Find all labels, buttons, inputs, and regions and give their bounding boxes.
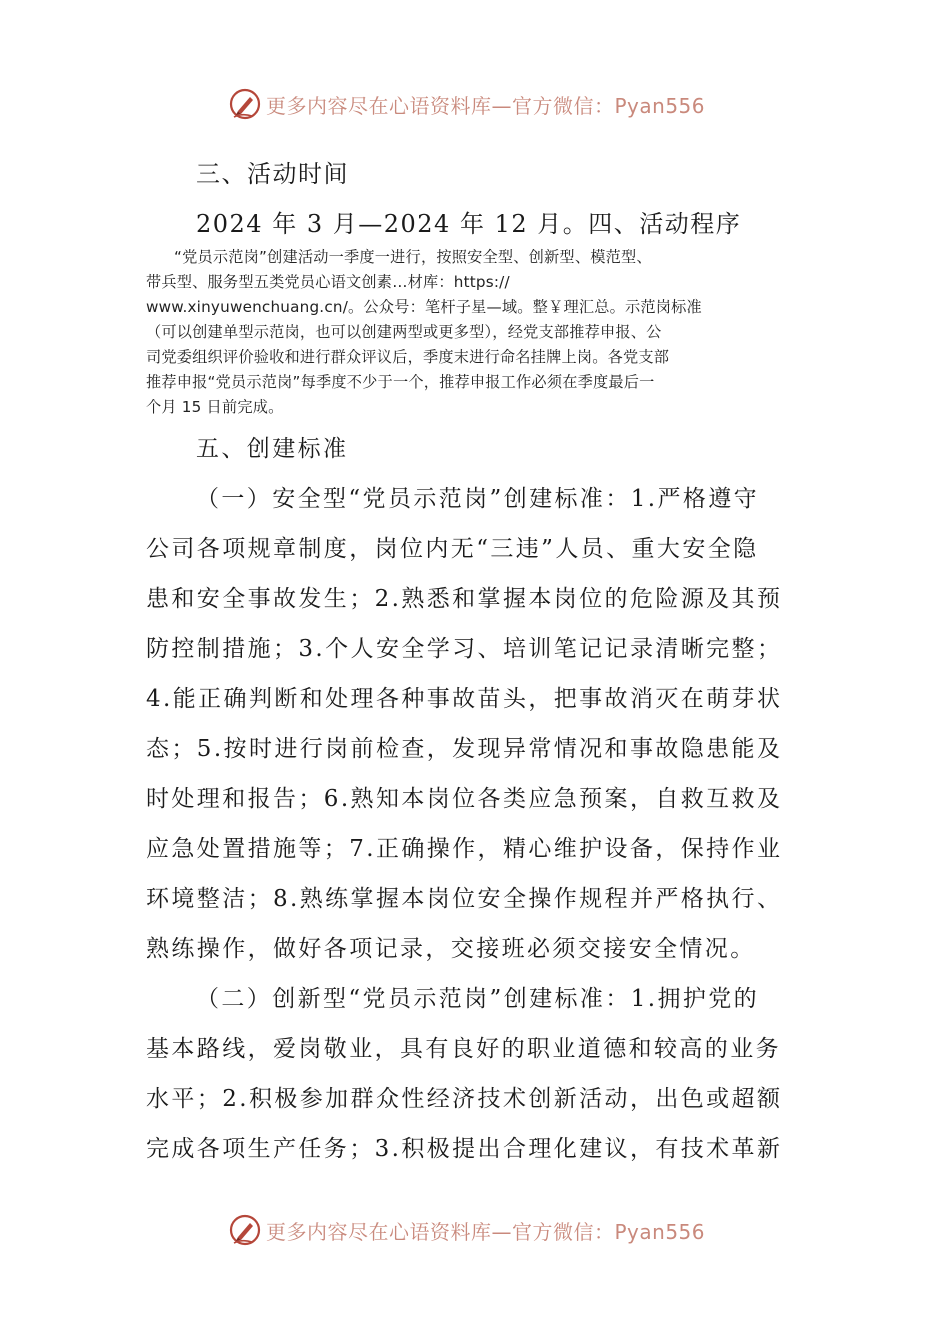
section-heading-standards: 五、创建标准 (196, 436, 349, 462)
standards-line: （二）创新型“党员示范岗”创建标准：1.拥护党的 (196, 986, 760, 1012)
program-line: 带兵型、服务型五类党员心语文创素…材库：https:// (146, 273, 510, 291)
activity-time-line: 2024 年 3 月—2024 年 12 月。四、活动程序 (196, 210, 742, 238)
program-line: “党员示范岗”创建活动一季度一进行，按照安全型、创新型、模范型、 (174, 248, 652, 266)
watermark-footer (228, 1212, 705, 1248)
standards-line: 熟练操作，做好各项记录，交接班必须交接安全情况。 (146, 936, 756, 962)
watermark-text: 更多内容尽在心语资料库—官方微信：Pyan556 (266, 1219, 706, 1244)
watermark-header (228, 86, 705, 122)
standards-line: 公司各项规章制度，岗位内无“三违”人员、重大安全隐 (146, 536, 759, 562)
standards-line: 患和安全事故发生；2.熟悉和掌握本岗位的危险源及其预 (146, 586, 783, 612)
pen-logo-icon (228, 87, 262, 121)
section-heading-activity-time: 三、活动时间 (196, 160, 349, 188)
program-line: 司党委组织评价验收和进行群众评议后，季度末进行命名挂牌上岗。各党支部 (146, 348, 670, 366)
program-line: www.xinyuwenchuang.cn/。公众号：笔杆子星—域。整￥理汇总。示范岗标准 (146, 298, 702, 316)
standards-line: 应急处置措施等；7.正确操作，精心维护设备，保持作业 (146, 836, 783, 862)
standards-line: 防控制措施；3.个人安全学习、培训笔记记录清晰完整； (146, 636, 783, 662)
program-line: 个月 15 日前完成。 (146, 398, 284, 416)
standards-line: 时处理和报告；6.熟知本岗位各类应急预案，自救互救及 (146, 786, 783, 812)
standards-line: 基本路线，爱岗敬业，具有良好的职业道德和较高的业务 (146, 1036, 781, 1062)
standards-line: （一）安全型“党员示范岗”创建标准：1.严格遵守 (196, 486, 760, 512)
watermark-text: 更多内容尽在心语资料库—官方微信：Pyan556 (266, 93, 706, 118)
standards-line: 水平；2.积极参加群众性经济技术创新活动，出色或超额 (146, 1086, 783, 1112)
standards-line: 环境整洁；8.熟练掌握本岗位安全操作规程并严格执行、 (146, 886, 783, 912)
pen-logo-icon (228, 1213, 262, 1247)
standards-line: 态；5.按时进行岗前检查，发现异常情况和事故隐患能及 (146, 736, 783, 762)
program-line: 推荐申报“党员示范岗”每季度不少于一个，推荐申报工作必须在季度最后一 (146, 373, 655, 391)
standards-line: 完成各项生产任务；3.积极提出合理化建议，有技术革新 (146, 1136, 783, 1162)
standards-line: 4.能正确判断和处理各种事故苗头，把事故消灭在萌芽状 (146, 686, 783, 712)
program-line: （可以创建单型示范岗，也可以创建两型或更多型），经党支部推荐申报、公 (146, 323, 662, 341)
